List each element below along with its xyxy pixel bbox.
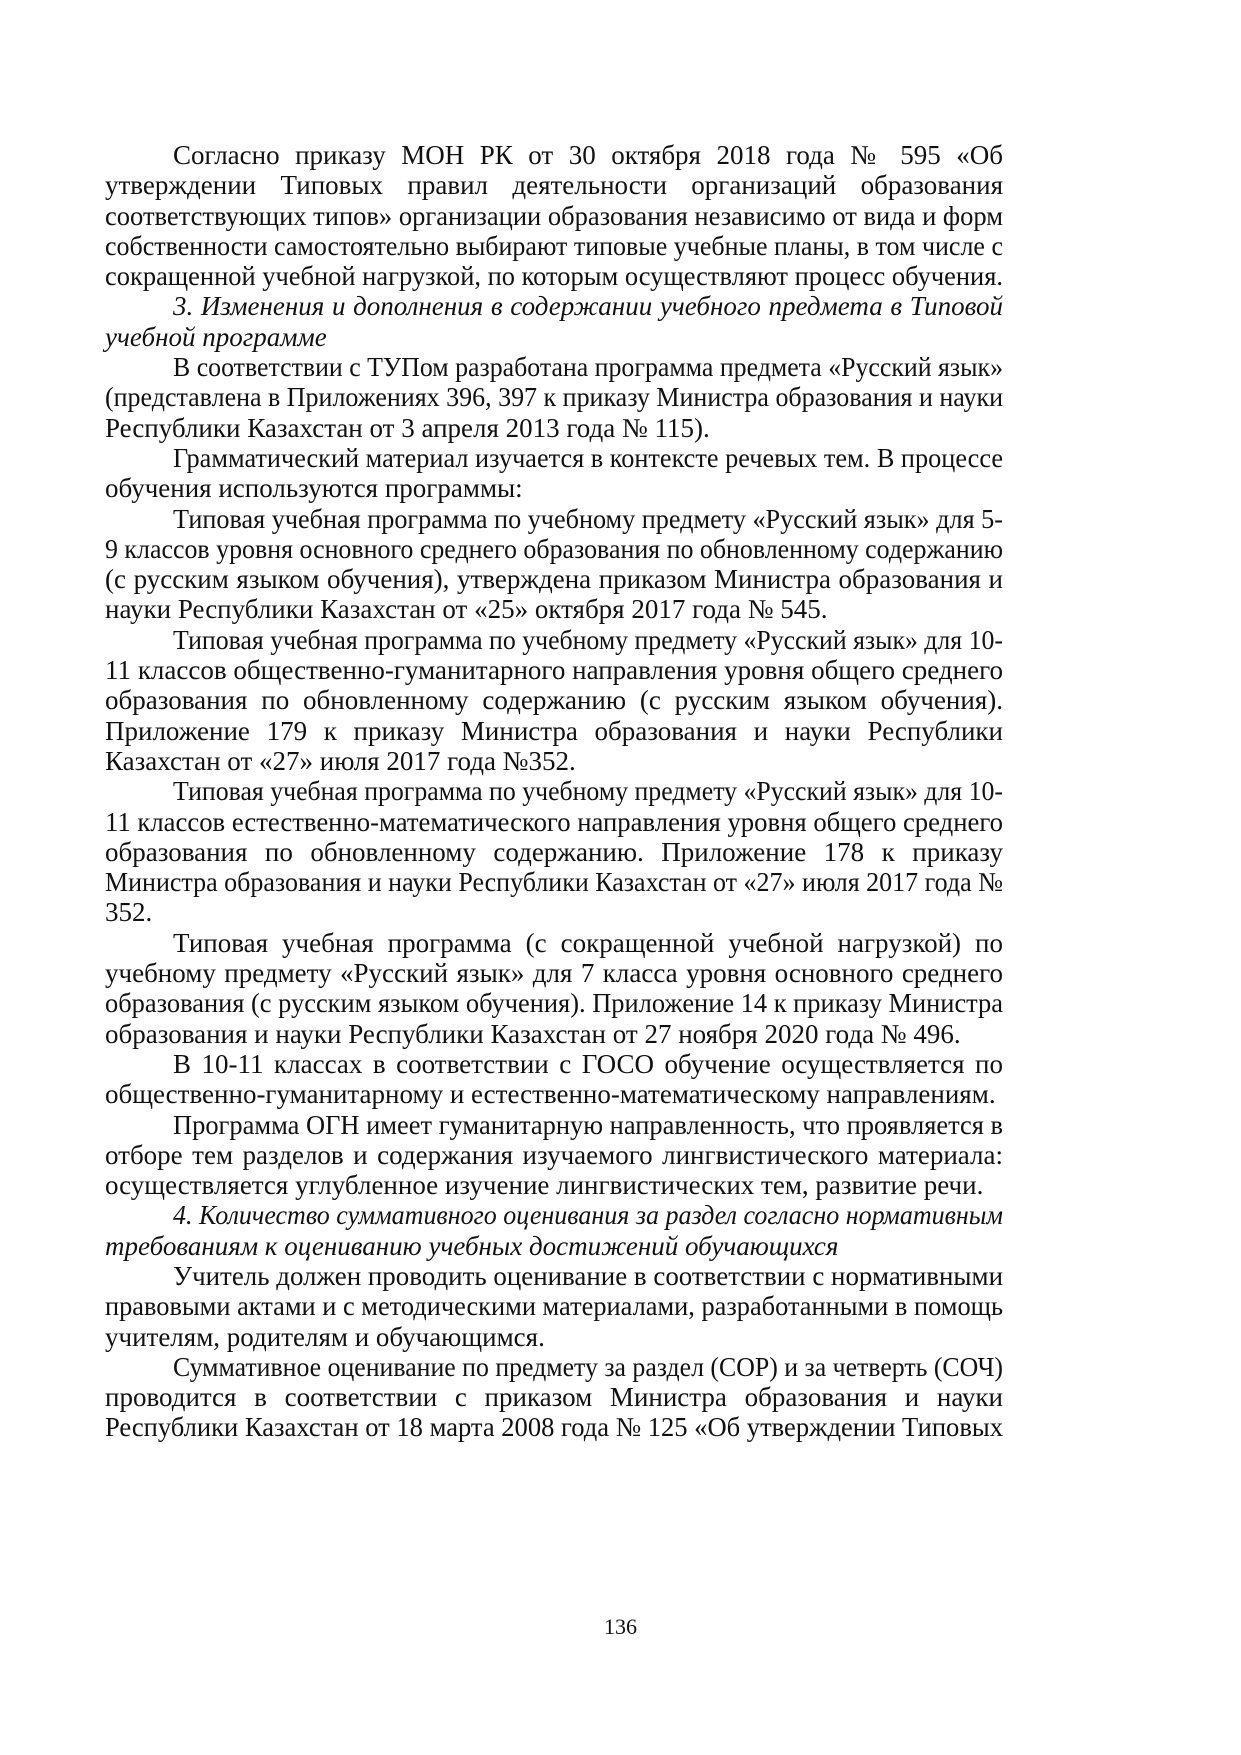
line-text: Казахстан от «27» июля 2017 года №352. [105, 745, 576, 776]
line-text: 4. Количество суммативного оценивания за раздел согласно нормативным [173, 1200, 1003, 1231]
text-line [105, 1352, 1003, 1382]
line-text: правовыми актами и с методическими материалами, разработанными в помощь [105, 1291, 1003, 1322]
line-text: 352. [105, 897, 153, 928]
text-line [105, 382, 1003, 412]
line-text: собственности самостоятельно выбирают типовые учебные планы, в том числе с [105, 230, 1003, 261]
text-line [105, 746, 1003, 776]
line-text: отборе тем разделов и содержания изучаемого лингвистического материала: [105, 1139, 1003, 1170]
section-heading-line [105, 1200, 1003, 1230]
line-text: Приложение 179 к приказу Министра образования и науки Республики [105, 715, 1003, 746]
line-text: проводится в соответствии с приказом Министра образования и науки [105, 1382, 1003, 1413]
line-text: требованиям к оцениванию учебных достижений обучающихся [105, 1230, 839, 1261]
text-line [105, 564, 1003, 594]
text-line [105, 1412, 1003, 1442]
line-text: обучения используются программы: [105, 473, 523, 504]
text-line [105, 1291, 1003, 1321]
text-line [105, 988, 1003, 1018]
text-line [105, 201, 1003, 231]
line-text: Типовая учебная программа (с сокращенной учебной нагрузкой) по [173, 927, 1003, 958]
line-text: (с русским языком обучения), утверждена приказом Министра образования и [105, 564, 1003, 595]
line-text: Типовая учебная программа по учебному предмету «Русский язык» для 10- [173, 624, 1003, 655]
text-line [105, 807, 1003, 837]
line-text: Суммативное оценивание по предмету за раздел (СОР) и за четверть (СОЧ) [173, 1351, 1003, 1382]
line-text: В соответствии с ТУПом разработана программа предмета «Русский язык» [173, 352, 1003, 383]
line-text: образования (с русским языком обучения). Приложение 14 к приказу Министра [105, 988, 1003, 1019]
line-text: Республики Казахстан от 18 марта 2008 года № 125 «Об утверждении Типовых [105, 1412, 1003, 1443]
text-line [105, 140, 1003, 170]
line-text: учебной программе [105, 321, 327, 352]
line-text: Программа ОГН имеет гуманитарную направленность, что проявляется в [173, 1109, 1003, 1140]
text-line [105, 958, 1003, 988]
line-text: науки Республики Казахстан от «25» октября 2017 года № 545. [105, 594, 828, 625]
line-text: утверждении Типовых правил деятельности организаций образования [105, 170, 1003, 201]
text-line [105, 473, 1003, 503]
line-text: 9 классов уровня основного среднего образования по обновленному содержанию [105, 533, 1003, 564]
section-heading-line [105, 1231, 1003, 1261]
line-text: Грамматический материал изучается в контексте речевых тем. В процессе [173, 442, 1003, 473]
text-line [105, 716, 1003, 746]
line-text: Республики Казахстан от 3 апреля 2013 года № 115). [105, 412, 710, 443]
text-line [105, 928, 1003, 958]
line-text: Министра образования и науки Республики Казахстан от «27» июля 2017 года № [105, 867, 1003, 898]
line-text: Типовая учебная программа по учебному предмету «Русский язык» для 10- [173, 776, 1003, 807]
text-line [105, 231, 1003, 261]
line-text: Учитель должен проводить оценивание в соответствии с нормативными [173, 1260, 1003, 1291]
text-line [105, 443, 1003, 473]
text-line [105, 1079, 1003, 1109]
text-line [105, 170, 1003, 200]
text-line [105, 1110, 1003, 1140]
text-line [105, 413, 1003, 443]
text-line [105, 867, 1003, 897]
line-text: образования по обновленному содержанию. Приложение 178 к приказу [105, 836, 1003, 867]
text-line [105, 1382, 1003, 1412]
line-text: учебному предмету «Русский язык» для 7 класса уровня основного среднего [105, 958, 1003, 989]
text-line [105, 261, 1003, 291]
text-line [105, 352, 1003, 382]
text-line [105, 1140, 1003, 1170]
line-text: сокращенной учебной нагрузкой, по которым осуществляют процесс обучения. [105, 261, 1003, 292]
text-line [105, 897, 1003, 927]
line-text: общественно-гуманитарному и естественно-математическому направлениям. [105, 1079, 996, 1110]
text-line [105, 1019, 1003, 1049]
line-text: 11 классов общественно-гуманитарного направления уровня общего среднего [105, 655, 1003, 686]
line-text: В 10-11 классах в соответствии с ГОСО обучение осуществляется по [173, 1048, 1003, 1079]
text-line [105, 534, 1003, 564]
section-heading-line [105, 291, 1003, 321]
text-line [105, 594, 1003, 624]
line-text: Согласно приказу МОН РК от 30 октября 2018 года № 595 «Об [173, 140, 1003, 170]
line-text: Типовая учебная программа по учебному предмету «Русский язык» для 5- [173, 503, 1003, 534]
line-text: осуществляется углубленное изучение лингвистических тем, развитие речи. [105, 1170, 984, 1201]
line-text: образования по обновленному содержанию (с русским языком обучения). [105, 685, 1003, 716]
line-text: 11 классов естественно-математического направления уровня общего среднего [105, 806, 1003, 837]
text-line [105, 1322, 1003, 1352]
text-line [105, 1261, 1003, 1291]
page-number: 136 [604, 1614, 637, 1639]
text-line [105, 837, 1003, 867]
text-line [105, 1049, 1003, 1079]
text-line [105, 625, 1003, 655]
line-text: образования и науки Республики Казахстан от 27 ноября 2020 года № 496. [105, 1018, 961, 1049]
line-text: 3. Изменения и дополнения в содержании учебного предмета в Типовой [173, 291, 1003, 322]
text-line [105, 685, 1003, 715]
text-line [105, 655, 1003, 685]
text-line [105, 504, 1003, 534]
section-heading-line [105, 322, 1003, 352]
line-text: учителям, родителям и обучающимся. [105, 1321, 545, 1352]
line-text: соответствующих типов» организации образования независимо от вида и форм [105, 200, 1003, 231]
body-text [105, 140, 1003, 1443]
text-line [105, 1170, 1003, 1200]
line-text: (представлена в Приложениях 396, 397 к приказу Министра образования и науки [105, 382, 1003, 413]
text-line [105, 776, 1003, 806]
